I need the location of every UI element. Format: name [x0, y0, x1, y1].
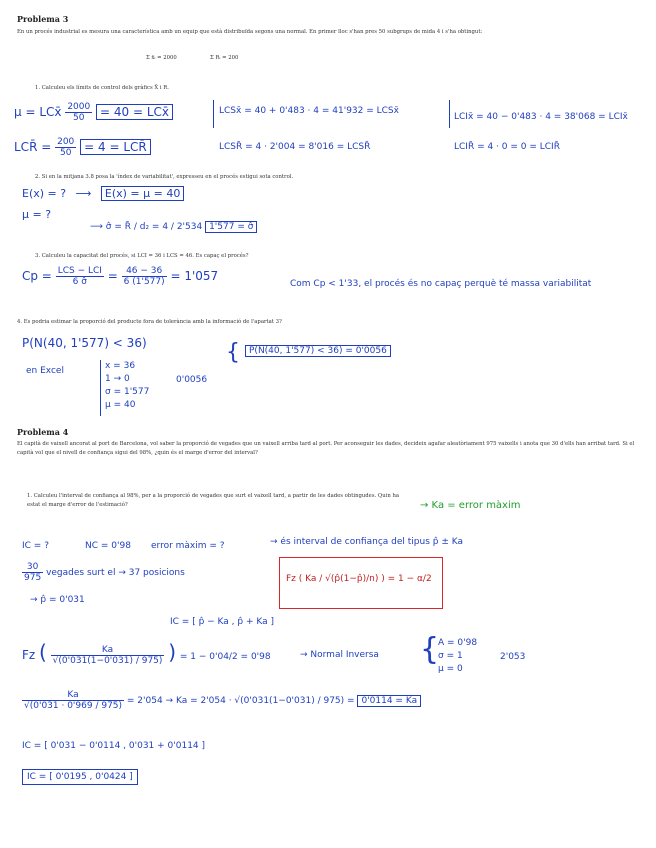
hw-ic-def: IC = [ p̂ − Ka , p̂ + Ka ]	[170, 617, 274, 627]
hw-mu-line	[14, 102, 173, 123]
hw-vegades-line	[22, 562, 185, 583]
hw-tip: → és interval de confiança del tipus p̂ ± Ka	[270, 537, 463, 547]
hw-normal-inv: → Normal Inversa	[300, 650, 379, 660]
hw-frac-2000-50	[65, 102, 92, 123]
hw-ka-num: Ka	[22, 690, 124, 701]
hw-sigma-eq: σ̂ = R̄ / d₂ = 4 / 2'534	[105, 222, 203, 232]
hw-ka-eq: = 2'054 → Ka = 2'054 · √(0'031(1−0'031) / 975) =	[126, 696, 355, 706]
hw-excel-arg-0: x = 36	[105, 361, 136, 371]
hw-frac-den-50: 50	[59, 148, 72, 158]
hw-pn: P(N(40, 1'577) < 36)	[22, 336, 147, 350]
hw-lcix: LCIx̄ = 40 − 0'483 · 4 = 38'068 = LCIx̄	[454, 112, 628, 122]
hw-bracket-1	[213, 100, 214, 128]
hw-p-val: → p̂ = 0'031	[30, 595, 85, 605]
hw-red-formula: Fz ( Ka / √(p̂(1−p̂)/n) ) = 1 − α/2	[286, 574, 432, 584]
hw-cp-frac-2	[122, 266, 167, 287]
hw-lcsx: LCSx̄ = 40 + 0'483 · 4 = 41'932 = LCSx̄	[219, 106, 399, 116]
hw-mu-q: μ = ?	[22, 208, 52, 221]
hw-ka-note: → Ka = error màxim	[420, 500, 521, 511]
hw-cp-comment: Com Cp < 1'33, el procés és no capaç perquè té massa variabilitat	[290, 279, 592, 289]
question-4-1: 1. Calculeu l'interval de confiança al 98%, per a la proporció de vegades que surt el vaixell tard, a partir de les dades obtingudes. Quin ha estat el marge d'error de l'estimació?	[27, 493, 400, 508]
hw-normal-arg-2: μ = 0	[438, 664, 463, 674]
sum-r-text: Σ Rᵢ = 200	[210, 55, 239, 61]
hw-cp-lhs: Cp =	[22, 269, 52, 283]
hw-cp-num2: 46 − 36	[122, 266, 167, 277]
hw-frac-975: 975	[24, 573, 42, 583]
hw-err-q: error màxim = ?	[151, 541, 225, 551]
hw-cp-frac	[56, 266, 104, 287]
hw-frac-30-975	[22, 562, 43, 583]
hw-vegades: vegades surt el → 37 posicions	[46, 568, 185, 578]
hw-fz-num: Ka	[51, 645, 165, 656]
problem-4-title: Problema 4	[17, 427, 69, 437]
hw-fz-lhs: Fz	[22, 648, 36, 662]
hw-ex-box: E(x) = μ = 40	[101, 186, 184, 201]
sum-r	[210, 54, 238, 63]
sum-x-text: Σ x̄ᵢ = 2000	[146, 55, 177, 61]
hw-frac-200-50	[55, 137, 76, 158]
hw-frac-num: 2000	[67, 102, 91, 112]
question-3-4: 4. Es podria estimar la proporció del producte fora de tolerància amb la informació de l'apartat 3?	[17, 319, 282, 325]
problem-3-intro: En un procés industrial es mesura una característica amb un equip que està distribuïda segons una normal. En primer lloc s'han pres 50 subgrups de mida 4 i s'ha obtingut:	[17, 29, 483, 35]
hw-ka-frac	[22, 690, 124, 711]
hw-fz-rhs: = 1 − 0'04/2 = 0'98	[179, 652, 271, 662]
hw-normal-arg-0: A = 0'98	[438, 638, 478, 648]
hw-mu-box: = 40 = LCx̄	[96, 104, 173, 120]
hw-excel-res: 0'0056	[176, 375, 208, 385]
hw-excel-arg-1: 1 → 0	[105, 374, 130, 384]
hw-lcsr: LCSR̄ = 4 · 2'004 = 8'016 = LCSR̄	[219, 142, 371, 152]
hw-cp-line: Cp = $\frac{\text{LCS − LCI}}{6 \sigmâ}$ = $\frac{46 - 36}{6 (1'577)}$ = 1'057	[22, 266, 219, 287]
hw-normal-res: 2'053	[500, 652, 526, 662]
hw-cp-den: 6 σ̂	[72, 277, 87, 287]
hw-fz-frac	[51, 645, 165, 666]
hw-lcir: LCIR̄ = 4 · 0 = 0 = LCIR̄	[454, 142, 560, 152]
hw-frac-den: 50	[73, 113, 85, 123]
hw-ka-den: √(0'031 · 0'969 / 975)	[24, 701, 123, 711]
hw-sigma-line: ⟶ σ̂ = R̄ / d₂ = 4 / 2'534 1'577 = σ̂	[90, 222, 257, 232]
problem-4-intro: El capità de vaixell ancorat al port de Barcelona, vol saber la proporció de vegades que un vaixell arriba tard al port. Per aconseguir les dades, decideix agafar aleatòriament 975 vaixells i anota que 30 d'ells han arribat tard. Si el capità vol que el nivell de confiança sigui del 98%, ¿quin és el marge d'error del interval?	[17, 441, 635, 456]
hw-normal-arg-1: σ = 1	[438, 651, 463, 661]
hw-pn-box: P(N(40, 1'577) < 36) = 0'0056	[245, 345, 391, 357]
hw-mu: μ = LCx̄	[14, 105, 62, 119]
question-3-3: 3. Calculeu la capacitat del procés, si LCI = 36 i LCS = 46. Es capaç el procés?	[35, 253, 249, 259]
question-3-1: 1. Calculeu els límits de control dels gràfics X̄ i R.	[35, 85, 169, 91]
hw-fz-line: Fz ( $\frac{Ka}{√(0'031(1-0'031) / 975)}$ ) = 1 − 0'04/2 = 0'98	[22, 640, 271, 666]
hw-lcr: LCR̄ =	[14, 140, 52, 154]
hw-excel-arg-2: σ = 1'577	[105, 387, 150, 397]
hw-cp-num: LCS − LCI	[57, 266, 102, 276]
hw-brace: {	[226, 340, 240, 365]
question-3-2: 2. Si en la mitjana 3.8 posa la 'índex de variabilitat', expresseu en el procés estigui sota control.	[35, 174, 294, 180]
hw-cp-val: = 1'057	[170, 269, 219, 283]
hw-cp-den2: 6 (1'577)	[123, 277, 165, 287]
hw-lcr-box: = 4 = LCR̄	[80, 139, 151, 155]
hw-ic2: IC = [ 0'0195 , 0'0424 ]	[22, 769, 138, 785]
hw-ex-line: E(x) = ? ⟶ E(x) = μ = 40	[22, 187, 184, 200]
hw-sigma-box: 1'577 = σ̂	[205, 221, 257, 233]
hw-ka-box: 0'0114 = Ka	[357, 695, 421, 707]
hw-ic2-wrap	[22, 772, 138, 782]
hw-ic-q: IC = ?	[22, 541, 49, 551]
problem-3-title: Problema 3	[17, 14, 69, 24]
hw-lcr-line	[14, 137, 151, 158]
hw-excel-arg-3: μ = 40	[105, 400, 136, 410]
hw-fz-den: √(0'031(1−0'031) / 975)	[52, 656, 163, 666]
hw-ka-line	[22, 690, 421, 711]
hw-excel-bracket	[100, 360, 101, 416]
hw-excel-label: en Excel	[26, 366, 64, 376]
hw-frac-30: 30	[22, 562, 43, 573]
hw-bracket-2	[449, 100, 450, 128]
hw-ex: E(x) = ?	[22, 187, 67, 200]
hw-pn-box-wrap	[245, 346, 391, 356]
sum-x-bar	[146, 54, 177, 63]
hw-frac-num-200: 200	[57, 137, 75, 147]
hw-ic1: IC = [ 0'031 − 0'0114 , 0'031 + 0'0114 ]	[22, 741, 206, 751]
hw-normal-brace: {	[420, 632, 440, 667]
hw-nc: NC = 0'98	[85, 541, 131, 551]
